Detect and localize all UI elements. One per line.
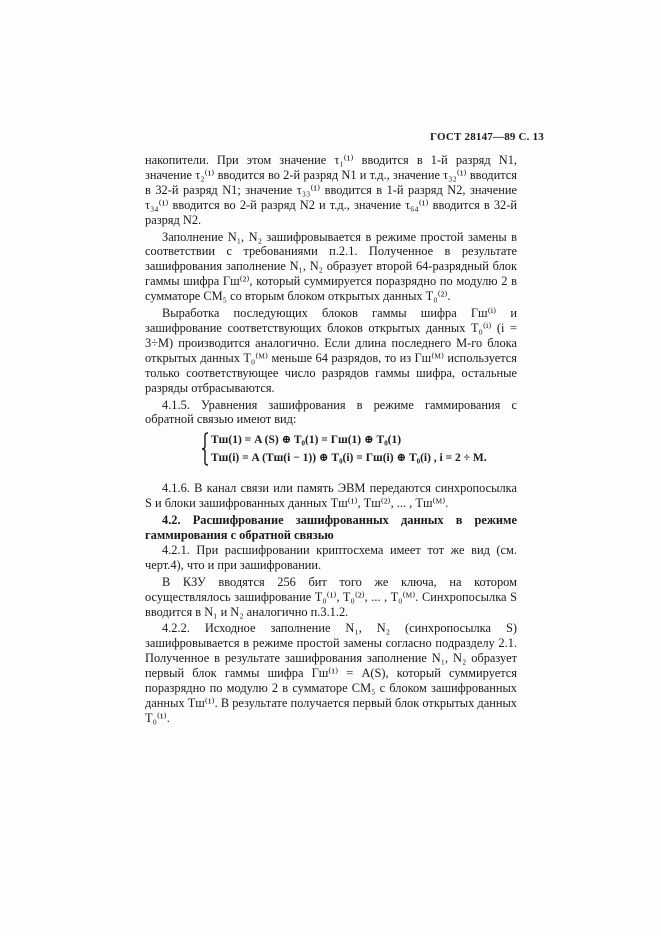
spacer xyxy=(145,471,517,481)
left-brace-icon xyxy=(201,432,209,466)
paragraph-1: накопители. При этом значение τ₁⁽¹⁾ вводится в 1-й разряд N1, значение τ₂⁽¹⁾ вводится во 2-й разряд N1 и т.д., значение τ₃₂⁽¹⁾ вводится в 32-й разряд N1; значение τ₃₃⁽¹⁾ вводится в 1-й разряд N2, значение τ₃₄⁽¹⁾ вводится во 2-й разряд N2 и т.д., значение τ₆₄⁽¹⁾ вводится в 32-й разряд N2. xyxy=(145,153,517,227)
paragraph-3: Выработка последующих блоков гаммы шифра Гш⁽ⁱ⁾ и зашифрование соответствующих блоков открытых данных T₀⁽ⁱ⁾ (i = 3÷M) производится аналогично. Если длина последнего М-го блока открытых данных T₀⁽ᴹ⁾ меньше 64 разрядов, то из Гш⁽ᴹ⁾ используется только соответствующее число разрядов гаммы шифра, остальные разряды отбрасываются. xyxy=(145,306,517,395)
paragraph-4-1-6: 4.1.6. В канал связи или память ЭВМ передаются синхропосылка S и блоки зашифрованных данных Tш⁽¹⁾, Tш⁽²⁾, ... , Tш⁽ᴹ⁾. xyxy=(145,481,517,511)
running-header: ГОСТ 28147—89 С. 13 xyxy=(430,131,544,143)
equation-system xyxy=(201,431,517,467)
equation-line-1: Tш(1) = A (S) ⊕ T₀(1) = Гш(1) ⊕ T₀(1) xyxy=(211,434,402,447)
paragraph-4-2-2: 4.2.2. Исходное заполнение N₁, N₂ (синхропосылка S) зашифровывается в режиме простой замены согласно подразделу 2.1. Полученное в результате зашифрования заполнение N₁, N₂ образует первый блок гаммы шифра Гш⁽¹⁾ = A(S), который суммируется поразрядно по модулю 2 в сумматоре СМ₅ с блоком зашифрованных данных Tш⁽¹⁾. В результате получается первый блок открытых данных T₀⁽¹⁾. xyxy=(145,621,517,725)
paragraph-kzu: В КЗУ вводятся 256 бит того же ключа, на котором осуществлялось зашифрование T₀⁽¹⁾, T₀⁽²⁾, ... , T₀⁽ᴹ⁾. Синхропосылка S вводится в N₁ и N₂ аналогично п.3.1.2. xyxy=(145,574,517,619)
paragraph-2: Заполнение N₁, N₂ зашифровывается в режиме простой замены в соответствии с требованиями п.2.1. Полученное в результате зашифрования заполнение N₁, N₂ образует второй 64-разрядный блок гаммы шифра Гш⁽²⁾, который суммируется поразрядно по модулю 2 в сумматоре СМ₅ со вторым блоком открытых данных T₀⁽²⁾. xyxy=(145,229,517,304)
document-body xyxy=(145,153,517,726)
paragraph-4-2-1: 4.2.1. При расшифровании криптосхема имеет тот же вид (см. черт.4), что и при зашифровании. xyxy=(145,542,517,572)
paragraph-4-1-5: 4.1.5. Уравнения зашифрования в режиме гаммирования с обратной связью имеют вид: xyxy=(145,397,517,427)
equation-line-2: Tш(i) = A (Tш(i − 1)) ⊕ T₀(i) = Гш(i) ⊕ T₀(i) , i = 2 ÷ M. xyxy=(211,452,487,465)
section-heading-4-2: 4.2. Расшифрование зашифрованных данных в режиме гаммирования с обратной связью xyxy=(145,513,517,543)
